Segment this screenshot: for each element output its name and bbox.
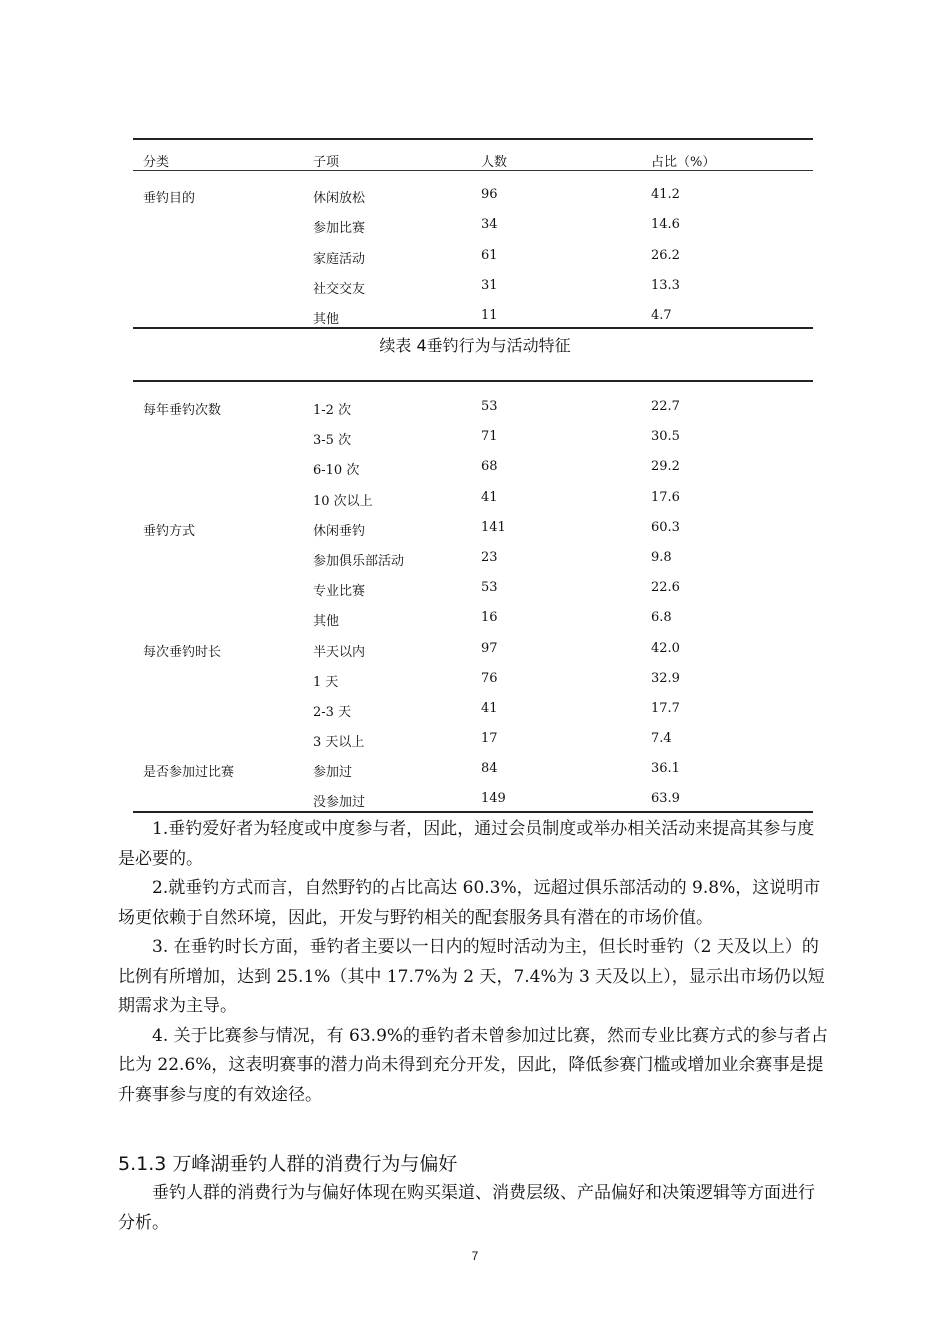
table-cell: 53 [481, 580, 498, 596]
table-row [133, 539, 813, 569]
table-row [133, 388, 813, 418]
table-header-row [133, 140, 813, 171]
table-cell: 11 [481, 307, 498, 323]
header-subitem: 子项 [313, 155, 340, 170]
table-cell: 31 [481, 277, 498, 293]
table-cell: 141 [481, 519, 506, 535]
table-cell: 36.1 [651, 761, 680, 777]
paragraph: 垂钓人群的消费行为与偏好体现在购买渠道、消费层级、产品偏好和决策逻辑等方面进行分析。 [118, 1183, 815, 1233]
table-cell: 1 天 [313, 674, 339, 690]
table-cell: 2-3 天 [313, 704, 352, 720]
table-row [133, 660, 813, 690]
table-cell: 1-2 次 [313, 403, 352, 418]
table-cell: 23 [481, 549, 498, 565]
table-cell: 10 次以上 [313, 493, 373, 509]
table-caption: 续表 4垂钓行为与活动特征 [379, 336, 571, 355]
table-cell: 149 [481, 791, 506, 807]
table-cell: 17 [481, 731, 498, 747]
intro-paragraph [118, 1179, 830, 1238]
table-row [133, 750, 813, 780]
table-row [133, 690, 813, 720]
table-row [133, 630, 813, 660]
table-cell: 97 [481, 640, 498, 656]
table-cell: 半天以内 [313, 644, 366, 660]
header-count: 人数 [481, 155, 508, 170]
table-cell: 61 [481, 247, 498, 263]
table-row [133, 569, 813, 599]
table-cell: 16 [481, 610, 498, 626]
table-cell: 其他 [313, 614, 340, 630]
table-row [133, 599, 813, 629]
table-cell: 30.5 [651, 429, 680, 445]
table-cell: 3 天以上 [313, 735, 365, 751]
table-body [133, 382, 813, 811]
table-cell: 垂钓方式 [143, 523, 196, 539]
header-percent: 占比（%） [651, 155, 716, 170]
table-cell: 家庭活动 [313, 251, 366, 267]
table-cell: 14.6 [651, 217, 680, 233]
table-cell: 22.6 [651, 580, 680, 596]
table-row [133, 509, 813, 539]
table-cell: 13.3 [651, 277, 680, 293]
table-cell: 3-5 次 [313, 433, 352, 449]
table-row [133, 267, 813, 297]
table-cell: 29.2 [651, 459, 680, 475]
table-cell: 68 [481, 459, 498, 475]
table-row [133, 780, 813, 810]
table-purpose [133, 138, 813, 329]
table-cell: 没参加过 [313, 795, 366, 811]
table-row [133, 418, 813, 448]
table-row [133, 176, 813, 206]
table-row [133, 720, 813, 750]
table-cell: 41.2 [651, 187, 680, 203]
table-row [133, 206, 813, 236]
table-row [133, 479, 813, 509]
table-cell: 参加比赛 [313, 221, 366, 237]
table-cell: 71 [481, 429, 498, 445]
table-cell: 96 [481, 187, 498, 203]
table-cell: 6-10 次 [313, 463, 360, 479]
table-cell: 社交交友 [313, 281, 366, 297]
table-row [133, 237, 813, 267]
table-cell: 休闲放松 [313, 191, 366, 207]
table-cell: 32.9 [651, 670, 680, 686]
table-cell: 60.3 [651, 519, 680, 535]
table-cell: 专业比赛 [313, 584, 366, 600]
table-cell: 17.6 [651, 489, 680, 505]
table-row [133, 448, 813, 478]
table-cell: 7.4 [651, 731, 672, 747]
table-cell: 参加过 [313, 765, 353, 781]
table-cell: 参加俱乐部活动 [313, 553, 405, 569]
table-cell: 17.7 [651, 700, 680, 716]
table-cell: 63.9 [651, 791, 680, 807]
table-cell: 垂钓目的 [143, 191, 196, 207]
table-cell: 9.8 [651, 549, 672, 565]
table-cell: 34 [481, 217, 498, 233]
table-cell: 每年垂钓次数 [143, 403, 222, 418]
table-cell: 6.8 [651, 610, 672, 626]
table-cell: 41 [481, 700, 498, 716]
analysis-paragraphs [118, 815, 830, 1110]
table-cell: 41 [481, 489, 498, 505]
header-category: 分类 [143, 155, 170, 170]
paragraph: 4. 关于比赛参与情况，有 63.9%的垂钓者未曾参加过比赛，然而专业比赛方式的参与者占比为 22.6%，这表明赛事的潜力尚未得到充分开发，因此，降低参赛门槛或增加业余赛事是提升赛事参与度的有效途径。 [118, 1025, 829, 1105]
table-cell: 26.2 [651, 247, 680, 263]
table-cell: 42.0 [651, 640, 680, 656]
page-number: 7 [471, 1249, 479, 1263]
table-body [133, 171, 813, 327]
table-fishing-behavior [133, 380, 813, 813]
table-cell: 84 [481, 761, 498, 777]
table-cell: 是否参加过比赛 [143, 765, 235, 781]
paragraph: 2.就垂钓方式而言，自然野钓的占比高达 60.3%，远超过俱乐部活动的 9.8%，这说明市场更依赖于自然环境，因此，开发与野钓相关的配套服务具有潜在的市场价值。 [118, 878, 821, 928]
table-cell: 76 [481, 670, 498, 686]
table-cell: 4.7 [651, 307, 672, 323]
table-cell: 其他 [313, 311, 340, 327]
section-heading: 5.1.3 万峰湖垂钓人群的消费行为与偏好 [118, 1153, 458, 1175]
table-row [133, 297, 813, 327]
table-cell: 53 [481, 399, 498, 414]
paragraph: 1.垂钓爱好者为轻度或中度参与者，因此，通过会员制度或举办相关活动来提高其参与度是必要的。 [118, 819, 815, 869]
paragraph: 3. 在垂钓时长方面，垂钓者主要以一日内的短时活动为主，但长时垂钓（2 天及以上）的比例有所增加，达到 25.1%（其中 17.7%为 2 天，7.4%为 3 天及以上），显示出市场仍以短期需求为主导。 [118, 937, 825, 1016]
table-cell: 每次垂钓时长 [143, 644, 222, 660]
table-cell: 22.7 [651, 399, 680, 414]
table-cell: 休闲垂钓 [313, 523, 366, 539]
